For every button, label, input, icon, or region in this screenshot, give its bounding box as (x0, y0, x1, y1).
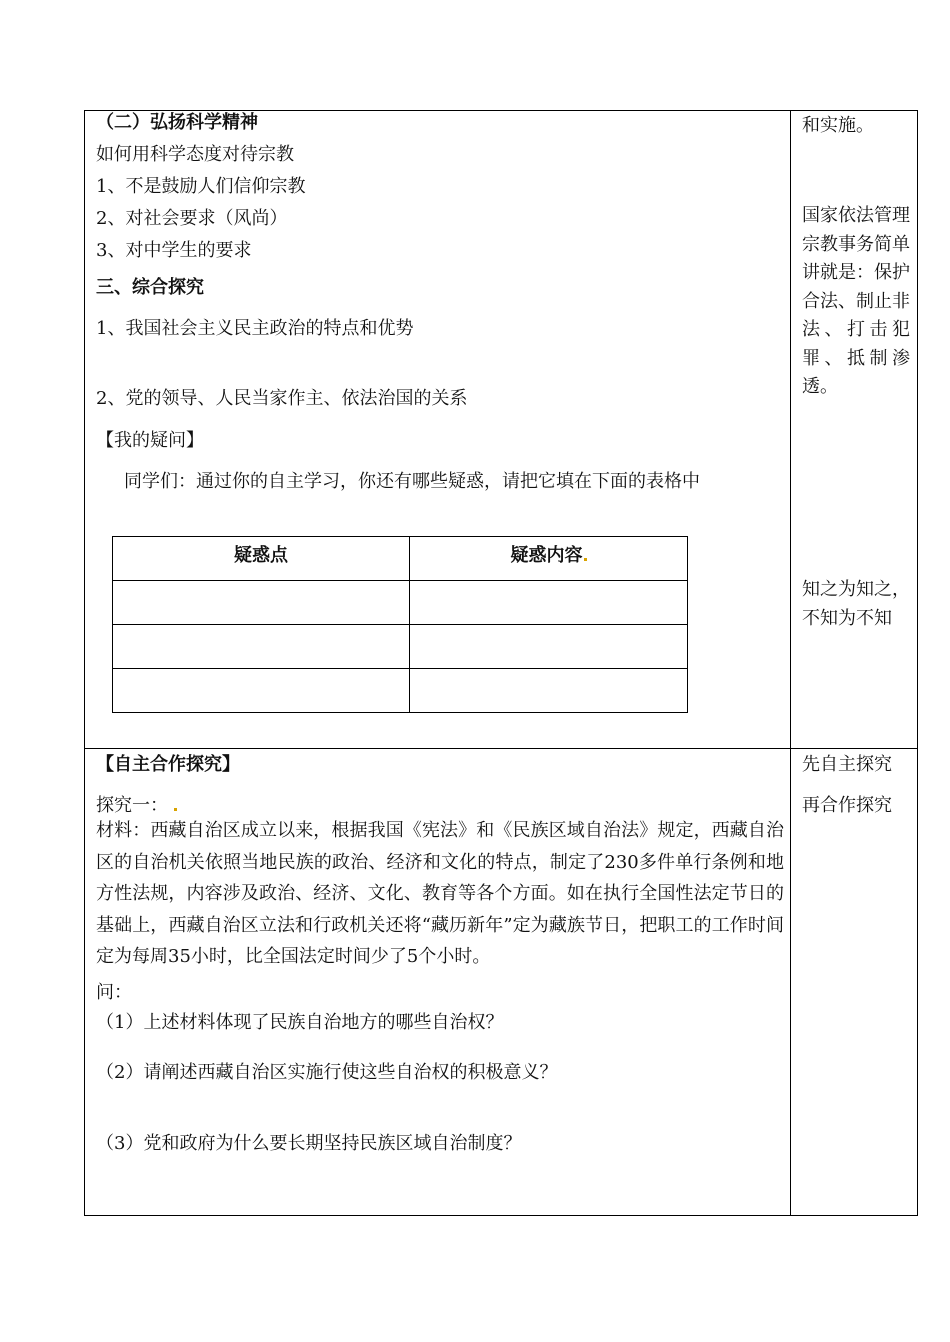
section2-heading: （二）弘扬科学精神 (96, 112, 258, 133)
inquiry-label: 探究一： (96, 795, 177, 817)
side-note-coop-1: 先自主探究 (802, 754, 892, 775)
inquiry-heading: 【自主合作探究】 (96, 754, 240, 775)
table-header-doubt-point: 疑惑点 (113, 537, 410, 581)
inquiry-question-1: （1）上述材料体现了民族自治地方的哪些自治权？ (96, 1012, 504, 1033)
side-note-coop-2: 再合作探究 (802, 795, 892, 816)
table-row (113, 581, 688, 625)
section2-question: 如何用科学态度对待宗教 (96, 144, 294, 165)
table-header-doubt-content: 疑惑内容 (410, 537, 688, 581)
inquiry-material: 材料：西藏自治区成立以来，根据我国《宪法》和《民族区域自治法》规定，西藏自治区的自治机关依照当地民族的政治、经济和文化的特点，制定了230多件单行条例和地方性法规，内容涉及政治、经济、文化、教育等各个方面。如在执行全国性法定节日的基础上，西藏自治区立法和行政机关还将“藏历新年”定为藏族节日，把职工的工作时间定为每周35小时，比全国法定时间少了5个小时。 (96, 820, 784, 967)
table-cell-empty[interactable] (113, 625, 410, 669)
table-header-row (113, 537, 688, 581)
doubts-table (112, 536, 688, 713)
table-row (113, 669, 688, 713)
side-note-religion: 国家依法管理宗教事务简单讲就是：保护合法、制止非法、打击犯罪、抵制渗透。 (802, 205, 910, 397)
doubts-intro: 同学们：通过你的自主学习，你还有哪些疑惑，请把它填在下面的表格中 (124, 471, 700, 492)
row-divider (84, 748, 918, 749)
table-cell-empty[interactable] (410, 581, 688, 625)
section2-point-1: 1、不是鼓励人们信仰宗教 (96, 176, 306, 197)
table-cell-empty[interactable] (113, 581, 410, 625)
side-note-top: 和实施。 (802, 115, 874, 136)
inquiry-ask: 问： (96, 982, 132, 1003)
inquiry-question-3: （3）党和政府为什么要长期坚持民族区域自治制度？ (96, 1133, 522, 1154)
side-note-knowledge: 知之为知之，不知为不知 (802, 579, 910, 629)
section3-heading: 三、综合探究 (96, 277, 204, 298)
section2-point-2: 2、对社会要求（风尚） (96, 208, 288, 229)
column-divider (790, 110, 791, 1216)
table-row (113, 625, 688, 669)
section3-point-1: 1、我国社会主义民主政治的特点和优势 (96, 318, 414, 339)
section2-point-3: 3、对中学生的要求 (96, 240, 252, 261)
inquiry-question-2: （2）请阐述西藏自治区实施行使这些自治权的积极意义？ (96, 1062, 558, 1083)
section3-point-2: 2、党的领导、人民当家作主、依法治国的关系 (96, 388, 468, 409)
doubts-heading: 【我的疑问】 (96, 430, 204, 451)
table-cell-empty[interactable] (410, 625, 688, 669)
table-cell-empty[interactable] (410, 669, 688, 713)
table-cell-empty[interactable] (113, 669, 410, 713)
